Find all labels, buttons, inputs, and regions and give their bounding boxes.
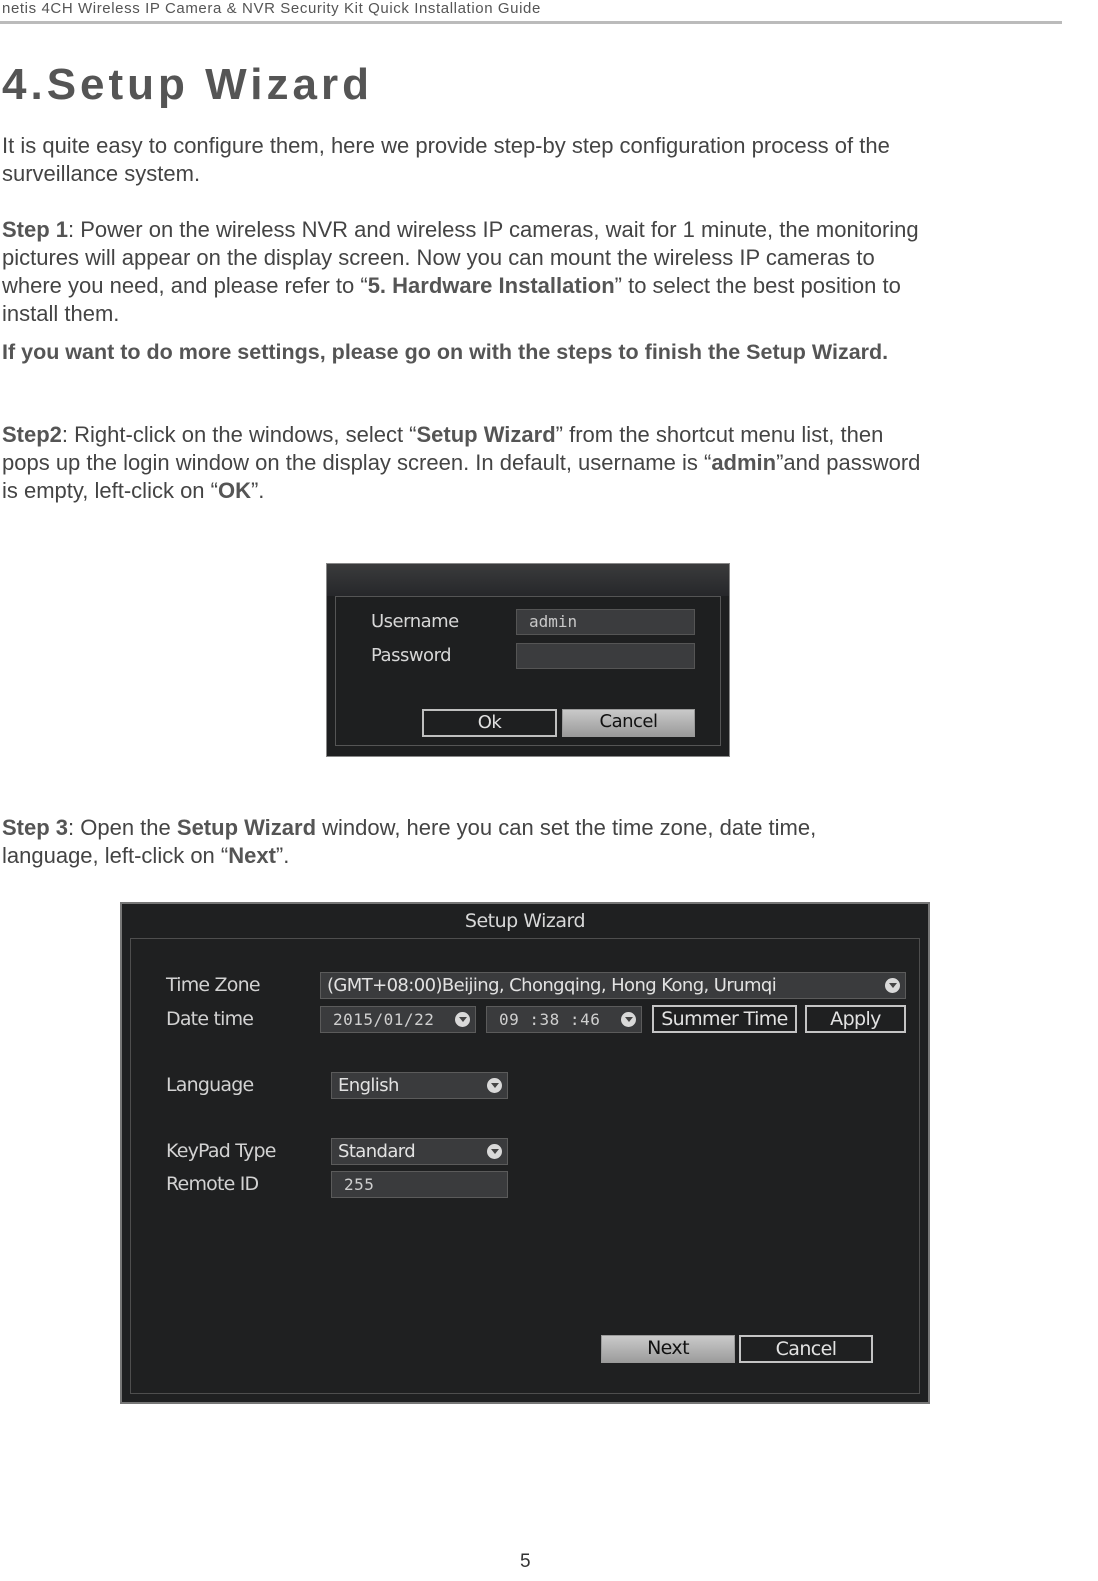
intro-line-1: It is quite easy to configure them, here we provide step-by step configuration process of the	[2, 133, 890, 158]
ok-ref: OK	[217, 478, 251, 503]
keypad-type-select[interactable]	[331, 1138, 508, 1165]
intro-paragraph	[2, 132, 1096, 188]
step1-text: : Power on the wireless NVR and wireless IP cameras, wait for 1 minute, the monitoring	[68, 217, 919, 242]
document-header: netis 4CH Wireless IP Camera & NVR Security Kit Quick Installation Guide	[2, 0, 541, 17]
step2-line-1-pre: : Right-click on the windows, select “	[61, 422, 417, 447]
admin-ref: admin	[711, 450, 777, 475]
time-zone-select[interactable]	[320, 972, 906, 999]
step2-line-3-post: ”.	[250, 478, 265, 503]
language-label: Language	[166, 1074, 254, 1096]
hardware-installation-ref: 5. Hardware Installation	[367, 273, 615, 298]
step3-paragraph	[2, 814, 1096, 870]
time-value: 09 :38 :46	[499, 1010, 601, 1029]
step3-line-1-post: window, here you can set the time zone, date time,	[316, 815, 817, 840]
username-label: Username	[371, 611, 459, 632]
chevron-down-icon	[885, 978, 900, 993]
step2-label: Step2	[2, 422, 62, 447]
time-zone-label: Time Zone	[166, 974, 260, 996]
date-input[interactable]	[320, 1006, 476, 1033]
step1-paragraph	[2, 216, 1096, 328]
wizard-title: Setup Wizard	[464, 910, 586, 932]
language-select[interactable]	[331, 1072, 508, 1099]
cancel-button[interactable]: Cancel	[562, 709, 695, 737]
next-button[interactable]: Next	[601, 1335, 735, 1363]
summer-time-button[interactable]: Summer Time	[652, 1005, 797, 1033]
chevron-down-icon	[487, 1144, 502, 1159]
step1-line-4: install them.	[2, 301, 120, 326]
step2-line-1-post: ” from the shortcut menu list, then	[555, 422, 884, 447]
remote-id-label: Remote ID	[166, 1173, 259, 1195]
setup-wizard-window	[120, 902, 930, 1404]
section-title: 4.Setup Wizard	[2, 60, 373, 109]
chevron-down-icon	[487, 1078, 502, 1093]
ok-button[interactable]: Ok	[422, 709, 557, 737]
password-input[interactable]	[516, 643, 695, 669]
setup-wizard-ref: Setup Wizard	[416, 422, 556, 447]
time-zone-value: (GMT+08:00)Beijing, Chongqing, Hong Kong, Urumqi	[327, 975, 777, 996]
step3-line-1-pre: : Open the	[68, 815, 177, 840]
password-label: Password	[371, 645, 452, 666]
apply-button[interactable]: Apply	[805, 1005, 906, 1033]
step2-line-2-pre: pops up the login window on the display screen. In default, username is “	[2, 450, 712, 475]
keypad-type-label: KeyPad Type	[166, 1140, 276, 1162]
header-divider	[0, 21, 1062, 24]
login-title-bar	[327, 564, 729, 596]
step1-label: Step 1	[2, 217, 69, 242]
date-value: 2015/01/22	[333, 1010, 435, 1029]
step3-label: Step 3	[2, 815, 69, 840]
step1-line-3-pre: where you need, and please refer to “	[2, 273, 368, 298]
step2-paragraph	[2, 421, 1096, 505]
step3-line-2-post: ”.	[275, 843, 290, 868]
time-picker-icon	[621, 1012, 636, 1027]
next-ref: Next	[228, 843, 276, 868]
date-time-label: Date time	[166, 1008, 254, 1030]
step1-line-2: pictures will appear on the display screen. Now you can mount the wireless IP cameras to	[2, 245, 875, 270]
wizard-cancel-button[interactable]: Cancel	[739, 1335, 873, 1363]
login-dialog	[326, 563, 730, 757]
time-input[interactable]	[486, 1006, 642, 1033]
remote-id-input[interactable]: 255	[331, 1171, 508, 1198]
step2-line-3-pre: is empty, left-click on “	[2, 478, 218, 503]
username-input[interactable]: admin	[516, 609, 695, 635]
keypad-type-value: Standard	[338, 1141, 416, 1162]
language-value: English	[338, 1075, 399, 1096]
intro-line-2: surveillance system.	[2, 161, 201, 186]
step2-line-2-post: ”and password	[776, 450, 921, 475]
step1-line-3-post: ” to select the best position to	[614, 273, 901, 298]
date-picker-icon	[455, 1012, 470, 1027]
settings-note: If you want to do more settings, please go on with the steps to finish the Setup Wizard.	[2, 340, 889, 364]
step3-line-2-pre: language, left-click on “	[2, 843, 229, 868]
page-number: 5	[520, 1551, 531, 1572]
setup-wizard-ref-2: Setup Wizard	[176, 815, 317, 840]
